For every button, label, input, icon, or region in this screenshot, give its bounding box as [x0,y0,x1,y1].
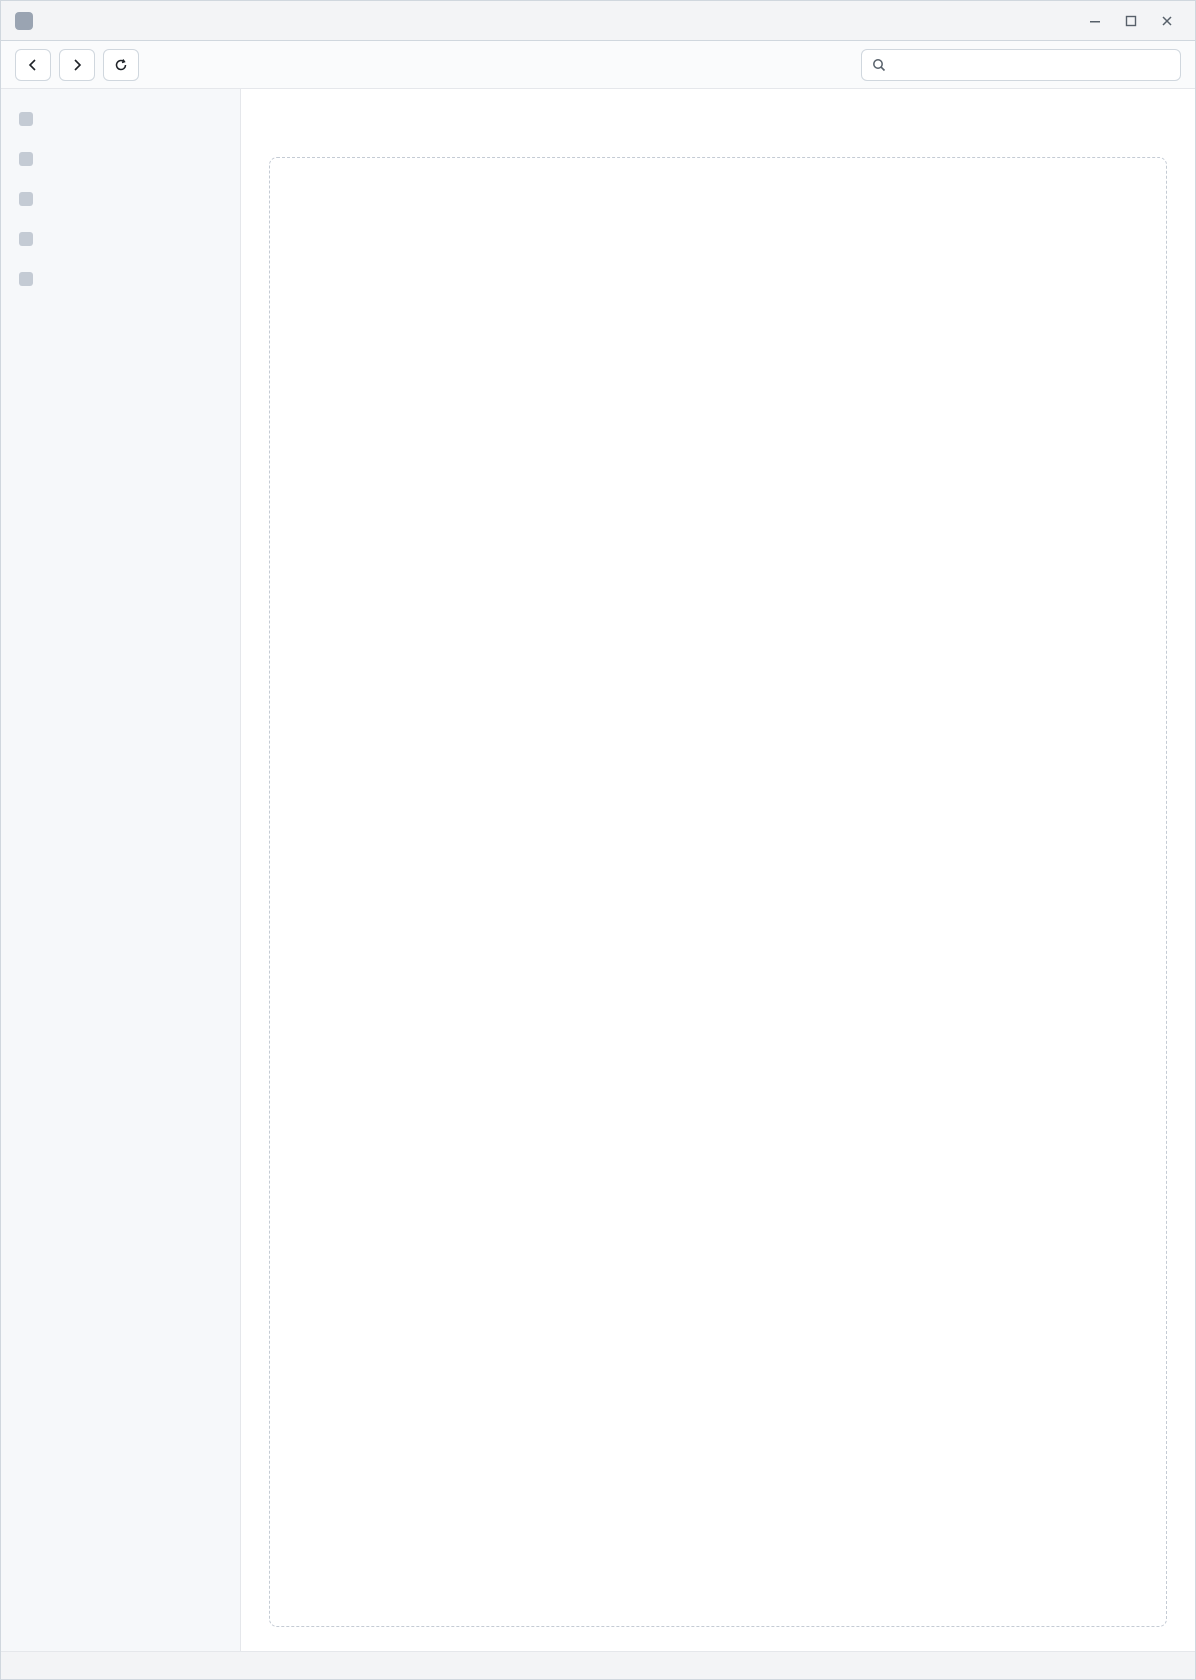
sidebar-item[interactable] [9,101,232,137]
app-body [1,89,1195,1651]
forward-button[interactable] [59,49,95,81]
minimize-icon [1089,15,1101,27]
search-box [861,49,1181,81]
sidebar-item[interactable] [9,141,232,177]
back-button[interactable] [15,49,51,81]
sidebar-item-icon [19,112,33,126]
sidebar-item-icon [19,192,33,206]
sidebar-item[interactable] [9,181,232,217]
sidebar-item-icon [19,152,33,166]
refresh-button[interactable] [103,49,139,81]
close-icon [1161,15,1173,27]
maximize-icon [1125,15,1137,27]
sidebar [1,89,241,1651]
maximize-button[interactable] [1117,9,1145,33]
sidebar-item[interactable] [9,221,232,257]
toolbar [1,41,1195,89]
window-controls [1081,9,1181,33]
minimize-button[interactable] [1081,9,1109,33]
close-button[interactable] [1153,9,1181,33]
sidebar-item[interactable] [9,261,232,297]
back-icon [26,58,40,72]
content-panel [269,157,1167,1627]
forward-icon [70,58,84,72]
search-input[interactable] [892,57,1170,73]
page-title [269,113,1167,141]
title-bar [1,1,1195,41]
sidebar-item-icon [19,272,33,286]
status-bar [1,1651,1195,1679]
sidebar-item-icon [19,232,33,246]
window-title [43,12,1071,30]
main-content [241,89,1195,1651]
search-icon [872,58,886,72]
refresh-icon [114,58,128,72]
app-logo-icon [15,12,33,30]
